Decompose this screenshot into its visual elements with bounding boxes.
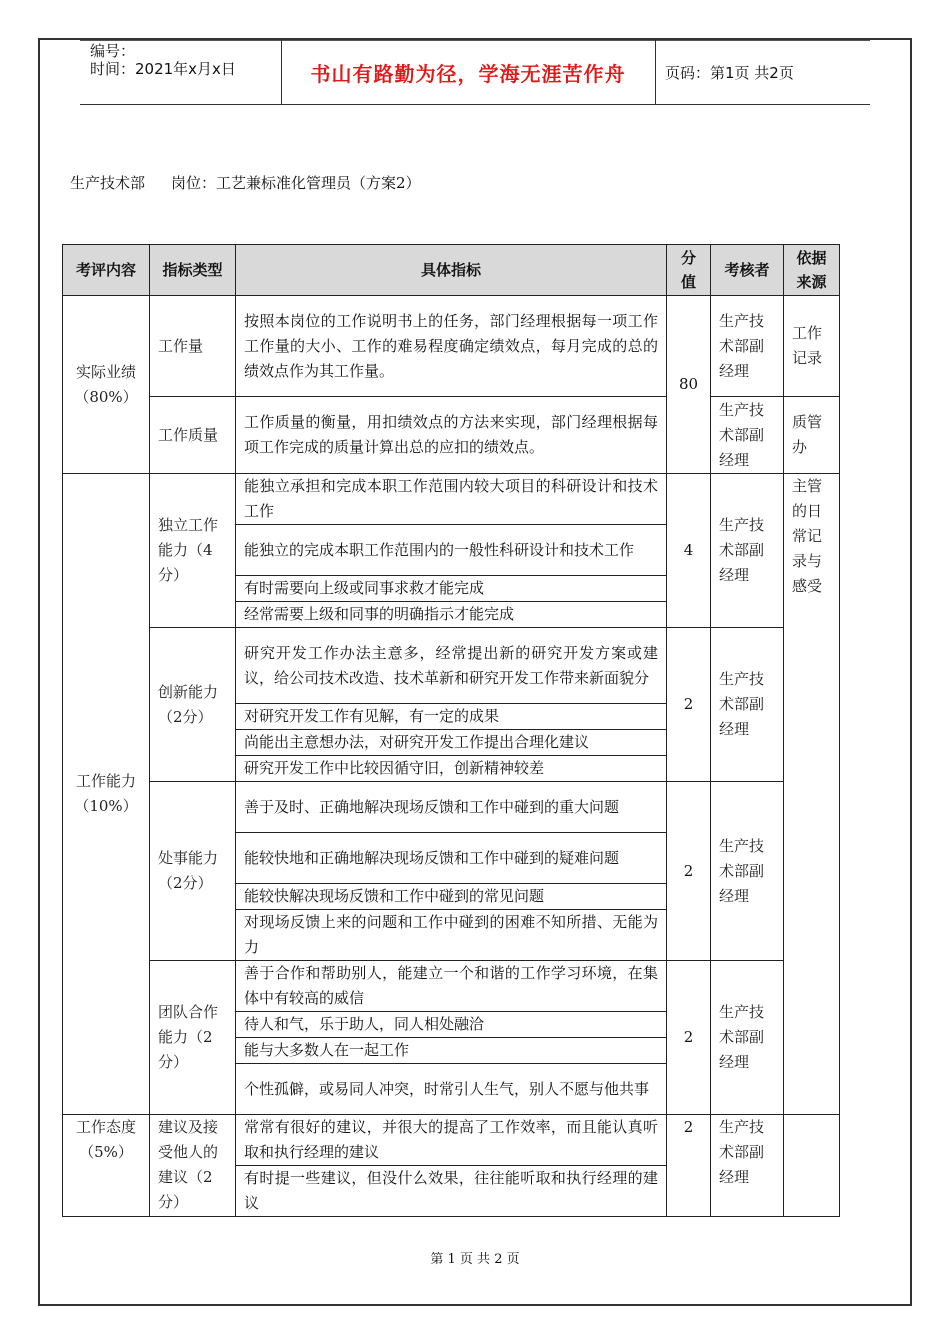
table-row [63,1115,840,1166]
table-row [63,782,840,833]
col-header-reviewer: 考核者 [711,245,784,296]
header-motto: 书山有路勤为径，学海无涯苦作舟 [310,62,626,86]
indicator-type-cell: 建议及接受他人的建议（2分） [150,1115,236,1217]
score-cell: 2 [667,1115,711,1217]
reviewer-cell: 生产技术部副经理 [711,628,784,782]
category-cell: 工作能力（10%） [63,474,150,1115]
grade-cell: 个性孤僻，或易同人冲突，时常引人生气，别人不愿与他共事 [236,1064,667,1115]
col-header-indicator: 具体指标 [236,245,667,296]
col-header-type: 指标类型 [150,245,236,296]
score-cell: 2 [667,628,711,782]
table-row [63,397,840,474]
category-cell: 实际业绩（80%） [63,296,150,474]
grade-cell: 常常有很好的建议，并很大的提高了工作效率，而且能认真听取和执行经理的建议 [236,1115,667,1166]
source-cell: 工作记录 [784,296,840,397]
reviewer-cell: 生产技术部副经理 [711,397,784,474]
grade-cell: 有时提一些建议，但没什么效果，往往能听取和执行经理的建议 [236,1166,667,1217]
score-cell: 4 [667,474,711,628]
table-row [63,628,840,704]
indicator-type-cell: 工作量 [150,296,236,397]
header-rule-top [80,40,870,41]
col-header-score: 分值 [667,245,711,296]
reviewer-cell: 生产技术部副经理 [711,296,784,397]
department-line [70,172,421,193]
col-header-category: 考评内容 [63,245,150,296]
score-cell: 2 [667,961,711,1115]
source-cell: 质管办 [784,397,840,474]
grade-cell: 有时需要向上级或同事求救才能完成 [236,576,667,602]
source-cell: 主管的日常记录与感受 [784,474,840,1115]
score-cell: 80 [667,296,711,474]
indicator-cell: 按照本岗位的工作说明书上的任务，部门经理根据每一项工作工作量的大小、工作的难易程度确定绩效点，每月完成的总的绩效点作为其工作量。 [236,296,667,397]
kpi-table [62,244,840,1217]
indicator-type-cell: 团队合作能力（2分） [150,961,236,1115]
grade-cell: 善于合作和帮助别人，能建立一个和谐的工作学习环境，在集体中有较高的威信 [236,961,667,1012]
indicator-type-cell: 创新能力（2分） [150,628,236,782]
col-header-source: 依据来源 [784,245,840,296]
reviewer-cell: 生产技术部副经理 [711,474,784,628]
department-name: 生产技术部 [70,174,146,192]
table-row [63,961,840,1012]
category-cell: 工作态度（5%） [63,1115,150,1217]
table-row [63,296,840,397]
position-title: 岗位：工艺兼标准化管理员（方案2） [171,174,421,192]
grade-cell: 待人和气，乐于助人，同人相处融洽 [236,1012,667,1038]
table-row [63,474,840,525]
document-date: 时间：2021年x月x日 [90,60,236,78]
grade-cell: 能与大多数人在一起工作 [236,1038,667,1064]
header-rule-bottom [80,104,870,105]
indicator-type-cell: 独立工作能力（4分） [150,474,236,628]
grade-cell: 研究开发工作办法主意多，经常提出新的研究开发方案或建议，给公司技术改造、技术革新和研究开发工作带来新面貌分 [236,628,667,704]
page-footer: 第 1 页 共 2 页 [430,1252,520,1267]
grade-cell: 尚能出主意想办法，对研究开发工作提出合理化建议 [236,730,667,756]
grade-cell: 能独立承担和完成本职工作范围内较大项目的科研设计和技术工作 [236,474,667,525]
grade-cell: 对研究开发工作有见解，有一定的成果 [236,704,667,730]
indicator-type-cell: 处事能力（2分） [150,782,236,961]
table-header-row [63,245,840,296]
source-cell [784,1115,840,1217]
grade-cell: 能较快地和正确地解决现场反馈和工作中碰到的疑难问题 [236,833,667,884]
header-page-number: 页码：第1页 共2页 [665,64,794,82]
grade-cell: 能较快解决现场反馈和工作中碰到的常见问题 [236,884,667,910]
indicator-type-cell: 工作质量 [150,397,236,474]
score-cell: 2 [667,782,711,961]
reviewer-cell: 生产技术部副经理 [711,1115,784,1217]
reviewer-cell: 生产技术部副经理 [711,782,784,961]
document-number-label: 编号： [90,42,136,60]
grade-cell: 善于及时、正确地解决现场反馈和工作中碰到的重大问题 [236,782,667,833]
grade-cell: 对现场反馈上来的问题和工作中碰到的困难不知所措、无能为力 [236,910,667,961]
grade-cell: 经常需要上级和同事的明确指示才能完成 [236,602,667,628]
grade-cell: 研究开发工作中比较因循守旧，创新精神较差 [236,756,667,782]
indicator-cell: 工作质量的衡量，用扣绩效点的方法来实现，部门经理根据每项工作完成的质量计算出总的应扣的绩效点。 [236,397,667,474]
grade-cell: 能独立的完成本职工作范围内的一般性科研设计和技术工作 [236,525,667,576]
reviewer-cell: 生产技术部副经理 [711,961,784,1115]
header-divider [655,40,656,105]
